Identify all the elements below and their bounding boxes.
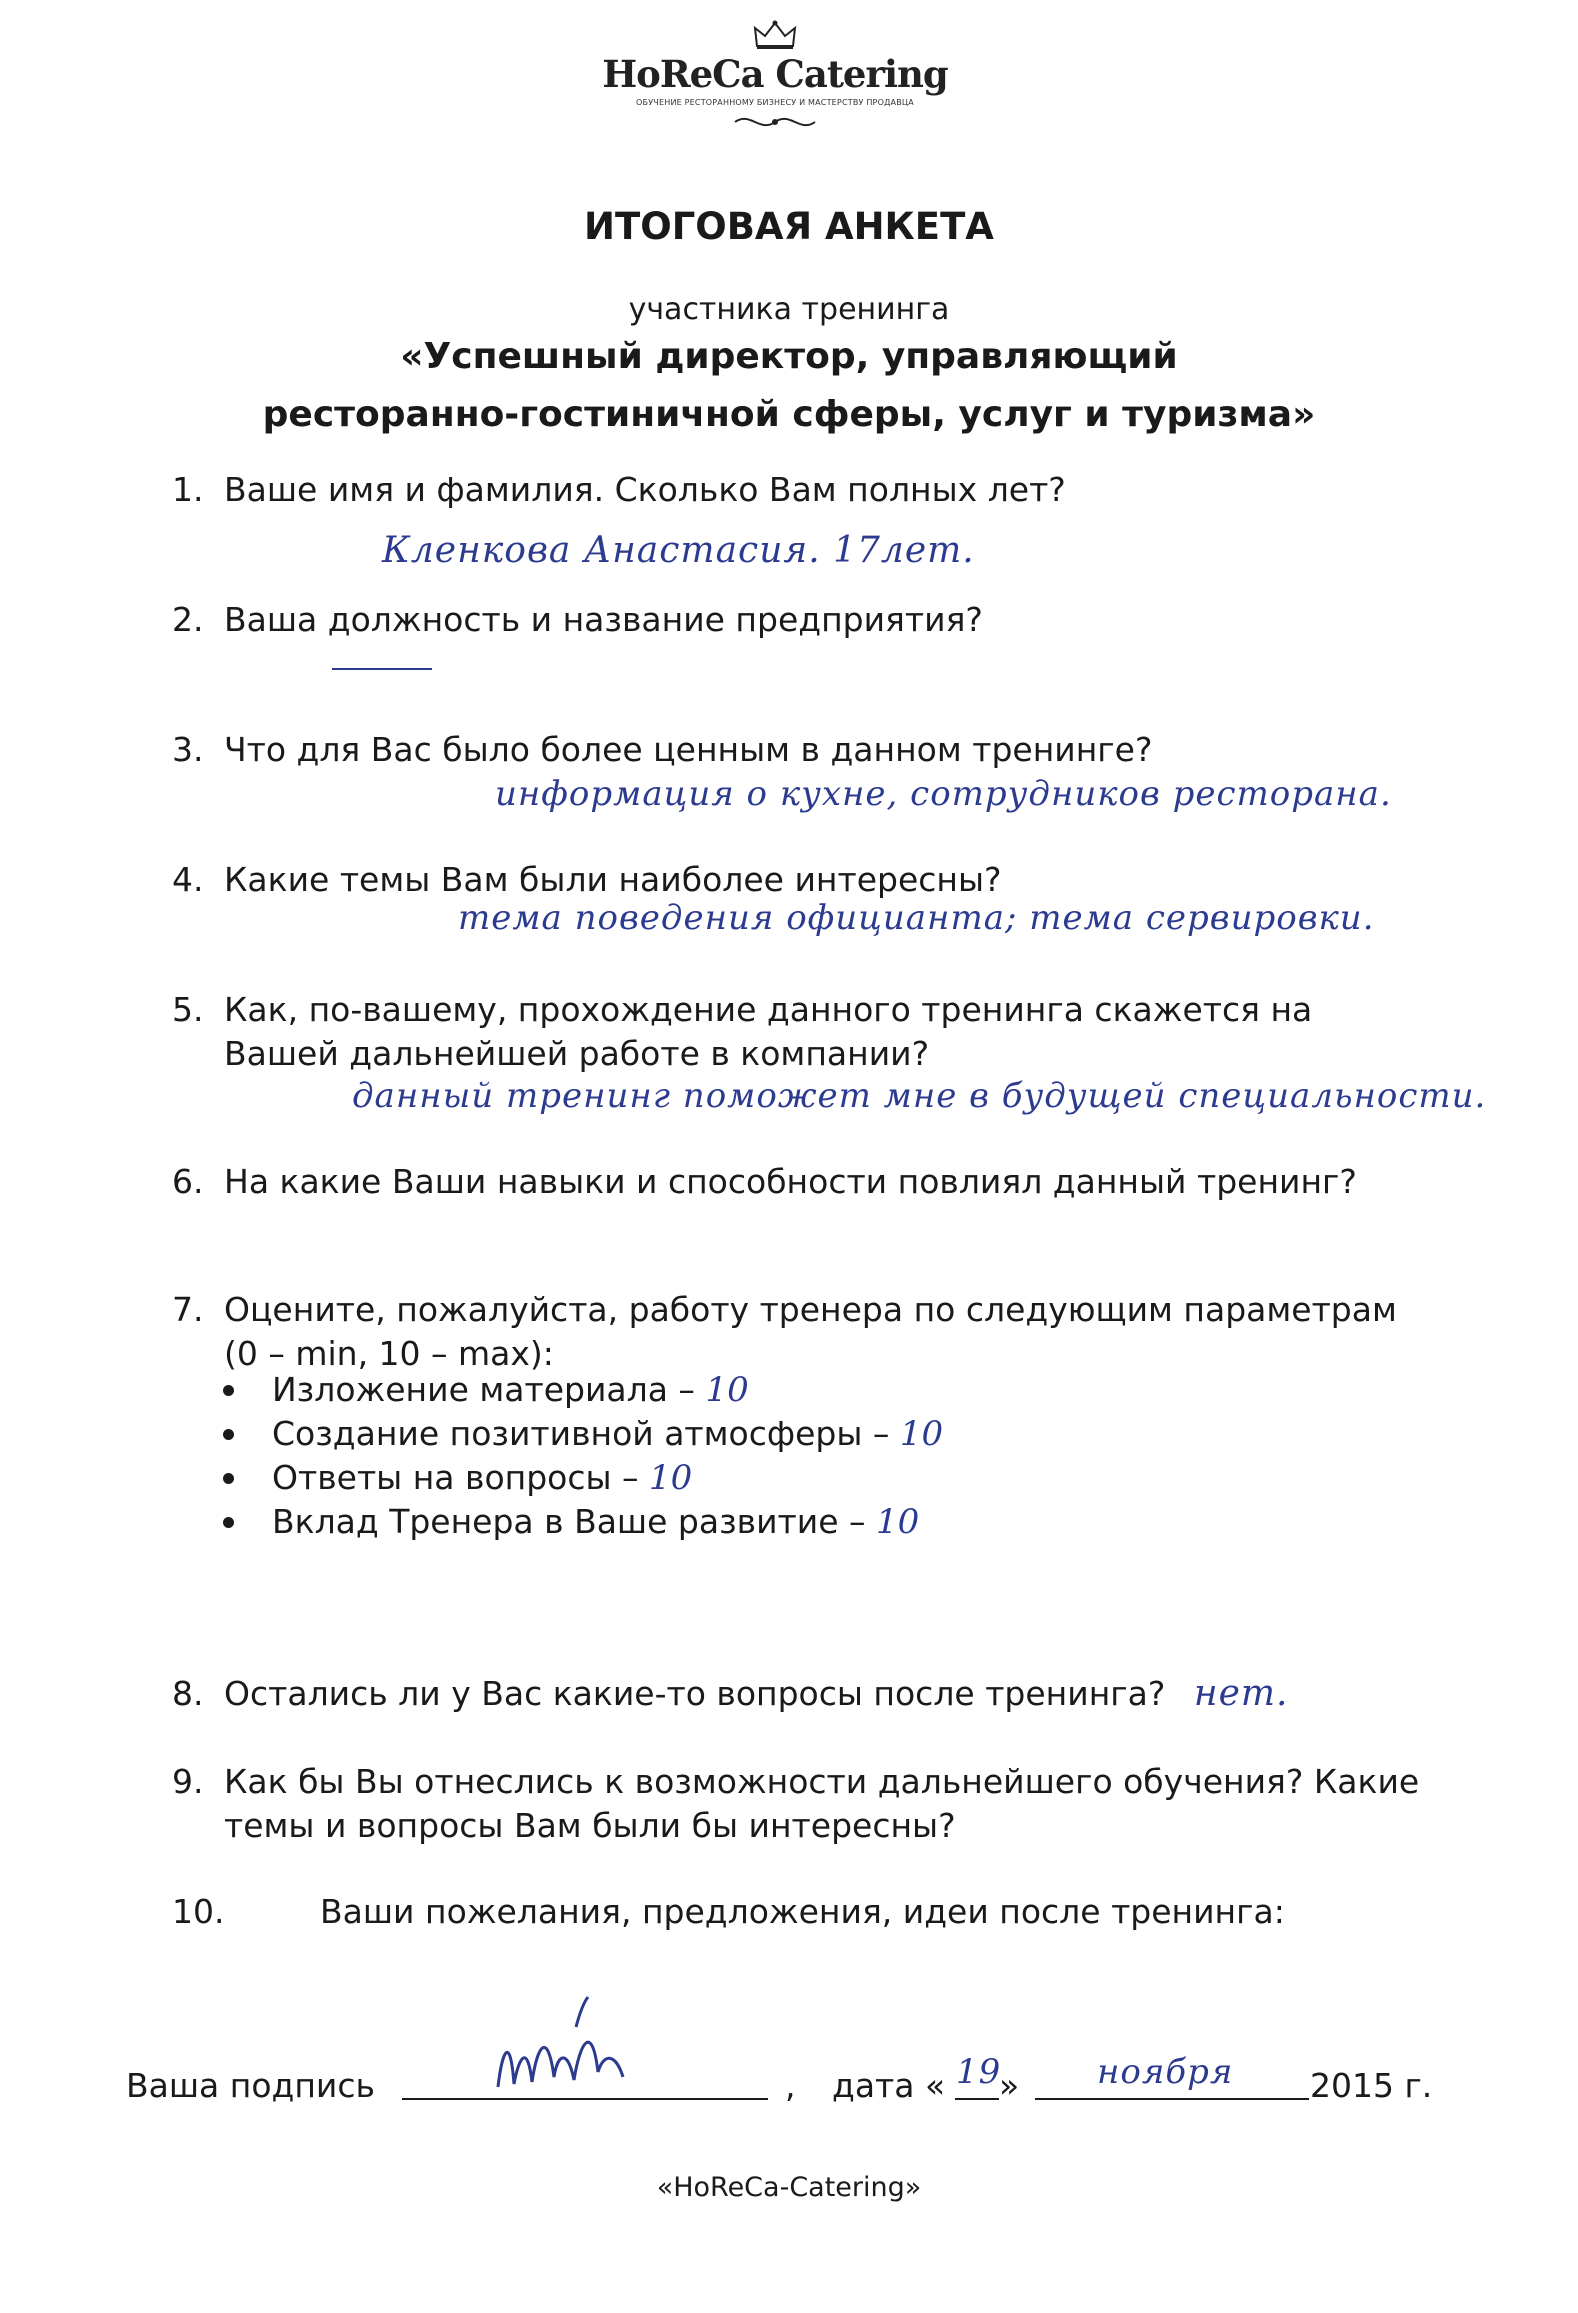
signature-scribble — [488, 1992, 638, 2100]
rating-label: Ответы на вопросы – — [272, 1458, 639, 1497]
rating-score: 10 — [876, 1502, 920, 1542]
question-text: Какие темы Вам были наиболее интересны? — [224, 860, 1002, 899]
logo-tagline: ОБУЧЕНИЕ РЕСТОРАННОМУ БИЗНЕСУ И МАСТЕРСТВУ ПРОДАВЦА — [636, 98, 914, 107]
question-number: 6. — [172, 1162, 204, 1201]
question-text: Что для Вас было более ценным в данном тренинге? — [224, 730, 1153, 769]
question-text-line1: Как, по-вашему, прохождение данного тренинга скажется на — [224, 990, 1313, 1029]
date-month-line — [1035, 2098, 1309, 2100]
question-9 — [172, 1760, 1419, 1848]
rating-item — [220, 1456, 943, 1500]
rating-label: Изложение материала – — [272, 1370, 695, 1409]
question-1 — [172, 468, 1066, 512]
question-10 — [172, 1890, 1285, 1934]
question-8 — [172, 1672, 1288, 1716]
question-text-line2: Вашей дальнейшей работе в компании? — [224, 1034, 930, 1073]
question-5 — [172, 988, 1312, 1076]
rating-item — [220, 1412, 943, 1456]
date-year: 2015 г. — [1310, 2066, 1433, 2105]
training-name-line2: ресторанно-гостиничной сферы, услуг и туризма» — [262, 394, 1316, 435]
rating-score: 10 — [705, 1370, 749, 1410]
company-logo — [600, 20, 950, 160]
rating-score: 10 — [649, 1458, 693, 1498]
rating-item — [220, 1500, 943, 1544]
document-title: ИТОГОВАЯ АНКЕТА — [584, 205, 994, 248]
answer-1-handwritten: Кленкова Анастасия. 17лет. — [382, 530, 975, 571]
question-number: 2. — [172, 600, 204, 639]
date-close-quote: » — [999, 2066, 1020, 2105]
date-day-handwritten: 19 — [956, 2052, 1002, 2092]
question-text: Ваша должность и название предприятия? — [224, 600, 983, 639]
question-number: 7. — [172, 1290, 204, 1329]
question-number: 8. — [172, 1674, 204, 1713]
answer-3-handwritten: информация о кухне, сотрудников ресторана. — [495, 774, 1392, 814]
signature-label: Ваша подпись — [126, 2066, 375, 2105]
rating-label: Вклад Тренера в Ваше развитие – — [272, 1502, 866, 1541]
answer-8-handwritten: нет. — [1193, 1673, 1289, 1714]
question-number: 9. — [172, 1762, 204, 1801]
question-text-line2: (0 – min, 10 – max): — [224, 1334, 554, 1373]
answer-4-handwritten: тема поведения официанта; тема сервировки. — [458, 898, 1375, 938]
rating-item — [220, 1368, 943, 1412]
question-text-line1: Оцените, пожалуйста, работу тренера по следующим параметрам — [224, 1290, 1397, 1329]
question-text: Ваши пожелания, предложения, идеи после тренинга: — [320, 1892, 1285, 1931]
logo-title: HoReCa Catering — [602, 52, 948, 96]
training-name-line1: «Успешный директор, управляющий — [400, 336, 1178, 377]
question-6 — [172, 1160, 1357, 1204]
question-text: На какие Ваши навыки и способности повлиял данный тренинг? — [224, 1162, 1357, 1201]
signature-comma: , — [785, 2066, 796, 2105]
question-text-line2: темы и вопросы Вам были бы интересны? — [224, 1806, 956, 1845]
question-number: 5. — [172, 990, 204, 1029]
date-label: дата « — [832, 2066, 946, 2105]
question-number: 3. — [172, 730, 204, 769]
question-7 — [172, 1288, 1397, 1376]
trainer-ratings-list — [220, 1368, 943, 1544]
answer-5-handwritten: данный тренинг поможет мне в будущей специальности. — [352, 1076, 1487, 1116]
ornament-icon — [730, 111, 820, 133]
answer-2-dash — [332, 668, 432, 670]
question-2 — [172, 598, 983, 642]
training-name — [0, 328, 1578, 444]
question-3 — [172, 728, 1152, 772]
document-subtitle: участника тренинга — [628, 292, 950, 327]
footer-brand: «HoReCa-Catering» — [656, 2172, 922, 2203]
question-number: 4. — [172, 860, 204, 899]
date-day-line — [955, 2098, 999, 2100]
rating-label: Создание позитивной атмосферы – — [272, 1414, 890, 1453]
crown-icon — [752, 20, 798, 50]
question-text: Остались ли у Вас какие-то вопросы после тренинга? — [224, 1674, 1166, 1713]
question-4 — [172, 858, 1002, 902]
question-text-line1: Как бы Вы отнеслись к возможности дальнейшего обучения? Какие — [224, 1762, 1420, 1801]
date-month-handwritten: ноября — [1097, 2052, 1234, 2092]
question-number: 1. — [172, 470, 204, 509]
question-number: 10. — [172, 1892, 225, 1931]
question-text: Ваше имя и фамилия. Сколько Вам полных лет? — [224, 470, 1066, 509]
rating-score: 10 — [899, 1414, 944, 1454]
